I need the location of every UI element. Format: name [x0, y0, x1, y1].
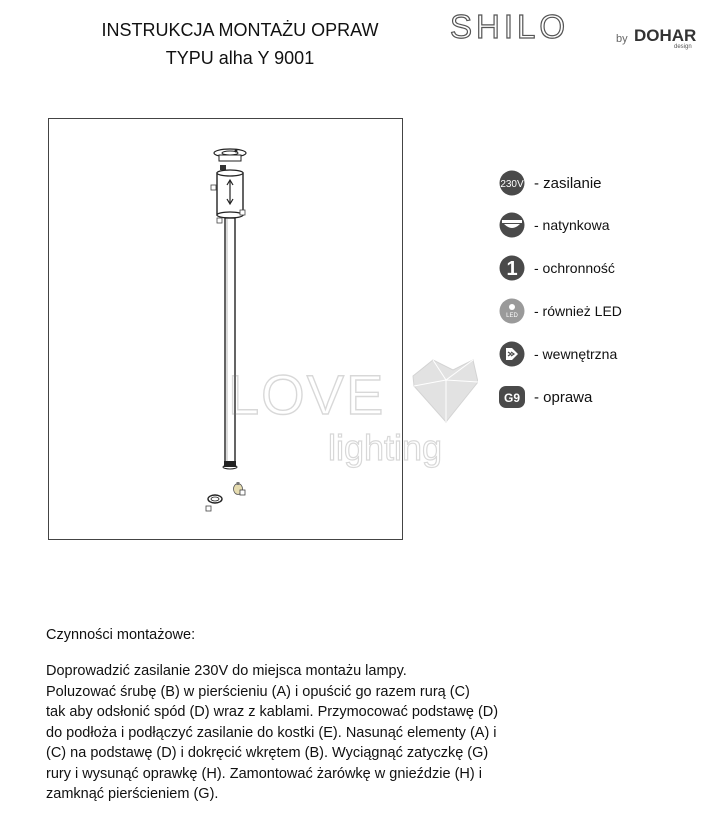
instruction-line: (C) na podstawę (D) i dokręcić wkrętem (B). Wyciągnąć zatyczkę (G)	[46, 745, 489, 761]
protection-class-icon	[498, 255, 526, 281]
indoor-icon	[498, 341, 526, 367]
surface-mount-icon	[498, 212, 526, 238]
legend-label-indoor: - wewnętrzna	[534, 346, 618, 362]
lamp-diagram	[49, 119, 404, 541]
watermark-sub: lighting	[328, 427, 443, 468]
document-title-line-2: TYPU alha Y 9001	[165, 48, 315, 68]
legend-item-indoor	[498, 341, 617, 367]
g9-socket-icon	[498, 384, 526, 410]
instruction-line: Doprowadzić zasilanie 230V do miejsca montażu lampy.	[46, 663, 407, 679]
instructions-heading: Czynności montażowe:	[46, 627, 196, 643]
logo-brand: SHILO	[450, 8, 570, 45]
g9-socket-icon-text: G9	[503, 391, 521, 405]
instruction-line: rury i wysunąć oprawkę (H). Zamontować żarówkę w gnieździe (H) i	[46, 765, 482, 782]
love-lighting-watermark	[228, 356, 478, 474]
protection-class-icon-text: 1	[506, 258, 518, 280]
shilo-dohar-logo	[448, 6, 700, 50]
mounting-drawing	[48, 118, 403, 540]
legend-item-power	[498, 170, 602, 196]
led-ready-icon-text: LED	[506, 313, 518, 319]
instructions-text	[46, 661, 566, 805]
instruction-line: zamknąć pierścieniem (G).	[46, 786, 219, 802]
watermark-word: LOVE	[228, 363, 386, 426]
legend-item-protection	[498, 255, 615, 281]
230v-icon	[498, 170, 526, 196]
document-title-line-1: INSTRUKCJA MONTAŻU OPRAW	[101, 20, 379, 40]
instruction-line: do podłoża i podłączyć zasilanie do kostki (E). Nasunąć elementy (A) i	[46, 724, 497, 741]
logo-maker: DOHAR	[634, 26, 697, 45]
instruction-line: tak aby odsłonić spód (D) wraz z kablami. Przymocować podstawę (D)	[46, 704, 499, 720]
logo-by: by	[616, 33, 628, 45]
230v-icon-text: 230V	[500, 179, 524, 190]
led-ready-icon	[498, 298, 526, 324]
legend-item-surface	[498, 212, 609, 238]
legend-label-surface: - natynkowa	[534, 217, 610, 233]
legend-label-power: - zasilanie	[534, 174, 602, 192]
logo-maker-sub: design	[674, 44, 692, 50]
legend-item-led	[498, 298, 622, 324]
legend-label-socket: - oprawa	[534, 388, 593, 406]
instruction-line: Poluzować śrubę (B) w pierścieniu (A) i opuścić go razem rurą (C)	[46, 683, 470, 700]
legend-item-socket	[498, 384, 592, 410]
legend-label-led: - również LED	[534, 303, 622, 319]
legend-label-protection: - ochronność	[534, 260, 615, 276]
